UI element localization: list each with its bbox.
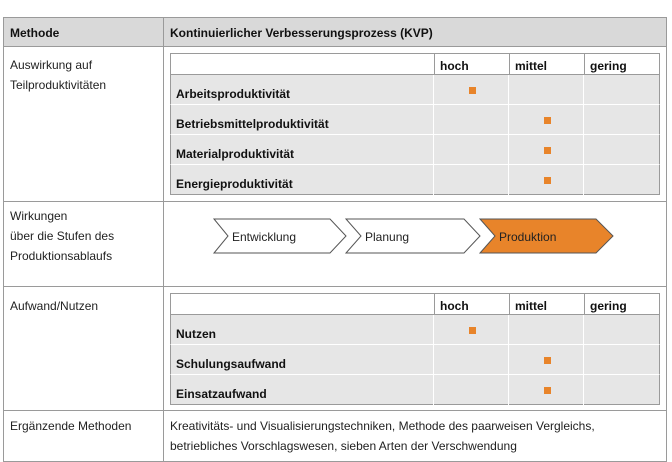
- rating-marker: [544, 147, 551, 154]
- grid-line-divider: [163, 17, 164, 462]
- row-label-betriebsmittelproduktivitaet: Betriebsmittelproduktivität: [176, 117, 329, 131]
- header-method-title: Kontinuierlicher Verbesserungsprozess (KVP): [170, 26, 433, 40]
- rating-marker: [544, 177, 551, 184]
- rating-marker: [544, 117, 551, 124]
- table-row: [170, 315, 660, 345]
- rating-header-gering: gering: [590, 59, 627, 73]
- rating-header-gering: gering: [590, 299, 627, 313]
- ergaenzende-methoden-line1: Kreativitäts- und Visualisierungstechniken, Methode des paarweisen Vergleichs,: [170, 419, 595, 433]
- rating-col-sep: [433, 75, 434, 195]
- rating-header-hoch: hoch: [440, 299, 469, 313]
- rating-header-sep: [584, 54, 585, 76]
- label-ergaenzende-methoden: Ergänzende Methoden: [10, 419, 132, 433]
- grid-line-left: [3, 17, 4, 462]
- grid-line-right: [666, 17, 667, 462]
- rating-table-aufwand-nutzen: [170, 293, 660, 406]
- grid-line-top: [3, 17, 667, 18]
- rating-marker: [544, 357, 551, 364]
- rating-marker: [544, 387, 551, 394]
- label-aufwand-nutzen: Aufwand/Nutzen: [10, 299, 99, 313]
- label-teilproduktivitaeten: Auswirkung auf Teilproduktivitäten: [10, 58, 107, 92]
- stage-label-produktion: Produktion: [499, 230, 557, 244]
- rating-header-sep: [584, 294, 585, 316]
- table-row: [170, 75, 660, 105]
- row-label-materialproduktivitaet: Materialproduktivität: [176, 147, 295, 161]
- rating-header-sep: [434, 294, 435, 316]
- grid-line-1: [3, 201, 667, 202]
- table-row: [170, 135, 660, 165]
- rating-col-sep: [583, 315, 584, 405]
- row-label-schulungsaufwand: Schulungsaufwand: [176, 357, 287, 371]
- header-methode: Methode: [10, 26, 60, 40]
- process-stages-chevrons: [210, 218, 620, 254]
- stage-planung: [346, 219, 480, 253]
- table-row: [170, 165, 660, 195]
- rating-header-sep: [509, 294, 510, 316]
- rating-header-sep: [434, 54, 435, 76]
- rating-table-header: [170, 53, 660, 75]
- grid-line-header: [3, 46, 667, 47]
- stage-produktion: [480, 219, 613, 253]
- rating-col-sep: [508, 315, 509, 405]
- row-label-arbeitsproduktivitaet: Arbeitsproduktivität: [176, 87, 291, 101]
- rating-marker: [469, 87, 476, 94]
- stage-entwicklung: [214, 219, 346, 253]
- label-wirkungen: Wirkungen über die Stufen des Produktionsablaufs: [10, 209, 115, 263]
- ergaenzende-methoden-line2: betriebliches Vorschlagswesen, sieben Arten der Verschwendung: [170, 439, 517, 453]
- table-row: [170, 345, 660, 375]
- rating-col-sep: [583, 75, 584, 195]
- rating-marker: [469, 327, 476, 334]
- grid-line-2: [3, 286, 667, 287]
- stage-label-entwicklung: Entwicklung: [232, 230, 297, 244]
- grid-line-3: [3, 410, 667, 411]
- table-row: [170, 105, 660, 135]
- rating-table-teilproduktivitaeten: [170, 53, 660, 196]
- row-label-energieproduktivitaet: Energieproduktivität: [176, 177, 293, 191]
- rating-header-sep: [509, 54, 510, 76]
- rating-header-mittel: mittel: [515, 59, 548, 73]
- table-row: [170, 375, 660, 405]
- row-label-einsatzaufwand: Einsatzaufwand: [176, 387, 267, 401]
- rating-header-mittel: mittel: [515, 299, 548, 313]
- rating-col-sep: [508, 75, 509, 195]
- rating-header-hoch: hoch: [440, 59, 469, 73]
- row-label-nutzen: Nutzen: [176, 327, 216, 341]
- stage-label-planung: Planung: [365, 230, 410, 244]
- rating-table-header: [170, 293, 660, 315]
- rating-col-sep: [433, 315, 434, 405]
